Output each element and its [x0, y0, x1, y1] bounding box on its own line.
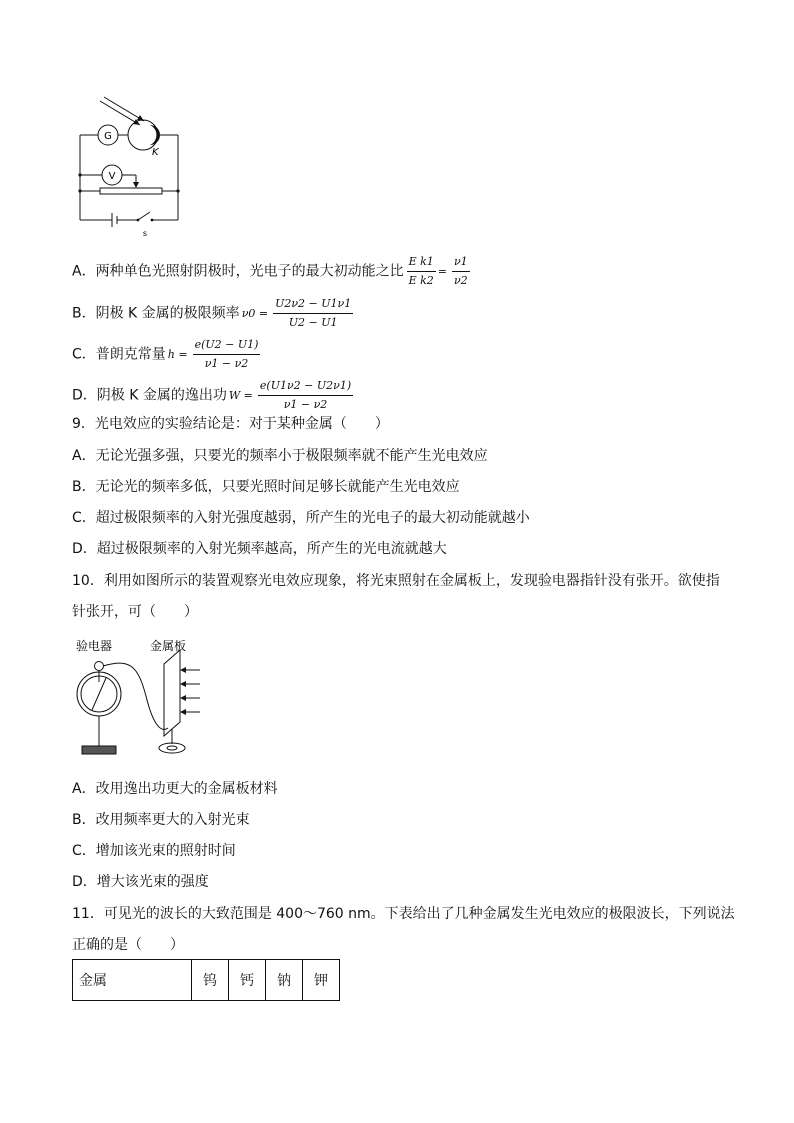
table-cell: 钾 [303, 960, 340, 1001]
q11-stem-line1: 11．可见光的波长的大致范围是 400～760 nm。下表给出了几种金属发生光电效应的极限波长，下列说法 [72, 906, 735, 922]
q10-option-a: A．改用逸出功更大的金属板材料 [72, 781, 278, 797]
q10-option-d: D．增大该光束的强度 [72, 874, 209, 890]
q9-option-b: B．无论光的频率多低，只要光照时间足够长就能产生光电效应 [72, 479, 460, 495]
q9-stem: 9．光电效应的实验结论是：对于某种金属（ ） [72, 416, 389, 432]
q8-option-c: C．普朗克常量 h = $\frac{e(U2 - U1)}{\nu 1 - \nu 2}$ [72, 336, 260, 373]
threshold-frequency-fraction: $\frac{U2\nu 2 - U1\nu 1}{U2 - U1}$ [275, 297, 352, 329]
q8-option-b: B．阴极 K 金属的极限频率 ν0 = $\frac{U2\nu 2 - U1\nu 1}{U2 - U1}$ [72, 295, 353, 332]
table-cell: 钨 [192, 960, 229, 1001]
threshold-wavelength-table [72, 959, 340, 1001]
electroscope-label: 验电器 [76, 639, 113, 653]
table-row [73, 960, 340, 1001]
q10-stem-line1: 10．利用如图所示的装置观察光电效应现象，将光束照射在金属板上，发现验电器指针没有张开。欲使指 [72, 573, 720, 589]
q8-option-d: D．阴极 K 金属的逸出功 W = $\frac{e(U1\nu 2 - U2\nu 1)}{\nu 1 - \nu 2}$ [72, 377, 353, 414]
q11-stem-line2: 正确的是（ ） [72, 937, 184, 953]
cathode-label: K [152, 147, 159, 158]
switch-label: s [142, 229, 148, 238]
planck-constant-fraction: $\frac{e(U2 - U1)}{\nu 1 - \nu 2}$ [194, 338, 259, 370]
q9-option-d: D．超过极限频率的入射光频率越高，所产生的光电流就越大 [72, 541, 447, 557]
photoelectric-circuit-figure [72, 95, 192, 240]
q10-option-b: B．改用频率更大的入射光束 [72, 812, 250, 828]
table-cell: 钙 [229, 960, 266, 1001]
q10-option-c: C．增加该光束的照射时间 [72, 843, 236, 859]
table-header-cell: 金属 [73, 960, 192, 1001]
work-function-fraction: $\frac{e(U1\nu 2 - U2\nu 1)}{\nu 1 - \nu 2}$ [259, 379, 352, 411]
voltmeter-label: V [108, 171, 116, 182]
metal-plate-label: 金属板 [150, 639, 187, 653]
q10-stem-line2: 针张开，可（ ） [72, 604, 198, 620]
q8-option-a: A．两种单色光照射阴极时，光电子的最大初动能之比 $\frac{\text{E k1}}{\text{E k2}}$ = $\frac{\nu 1}{\nu 2}$ [72, 253, 470, 290]
frequency-ratio-fraction: $\frac{\nu 1}{\nu 2}$ [454, 255, 468, 287]
q9-option-a: A．无论光强多强，只要光的频率小于极限频率就不能产生光电效应 [72, 448, 488, 464]
table-cell: 钠 [266, 960, 303, 1001]
energy-ratio-fraction: $\frac{\text{E k1}}{\text{E k2}}$ [408, 255, 434, 287]
electroscope-figure [72, 636, 212, 761]
q9-option-c: C．超过极限频率的入射光强度越弱，所产生的光电子的最大初动能就越小 [72, 510, 530, 526]
galvanometer-label: G [104, 131, 112, 142]
